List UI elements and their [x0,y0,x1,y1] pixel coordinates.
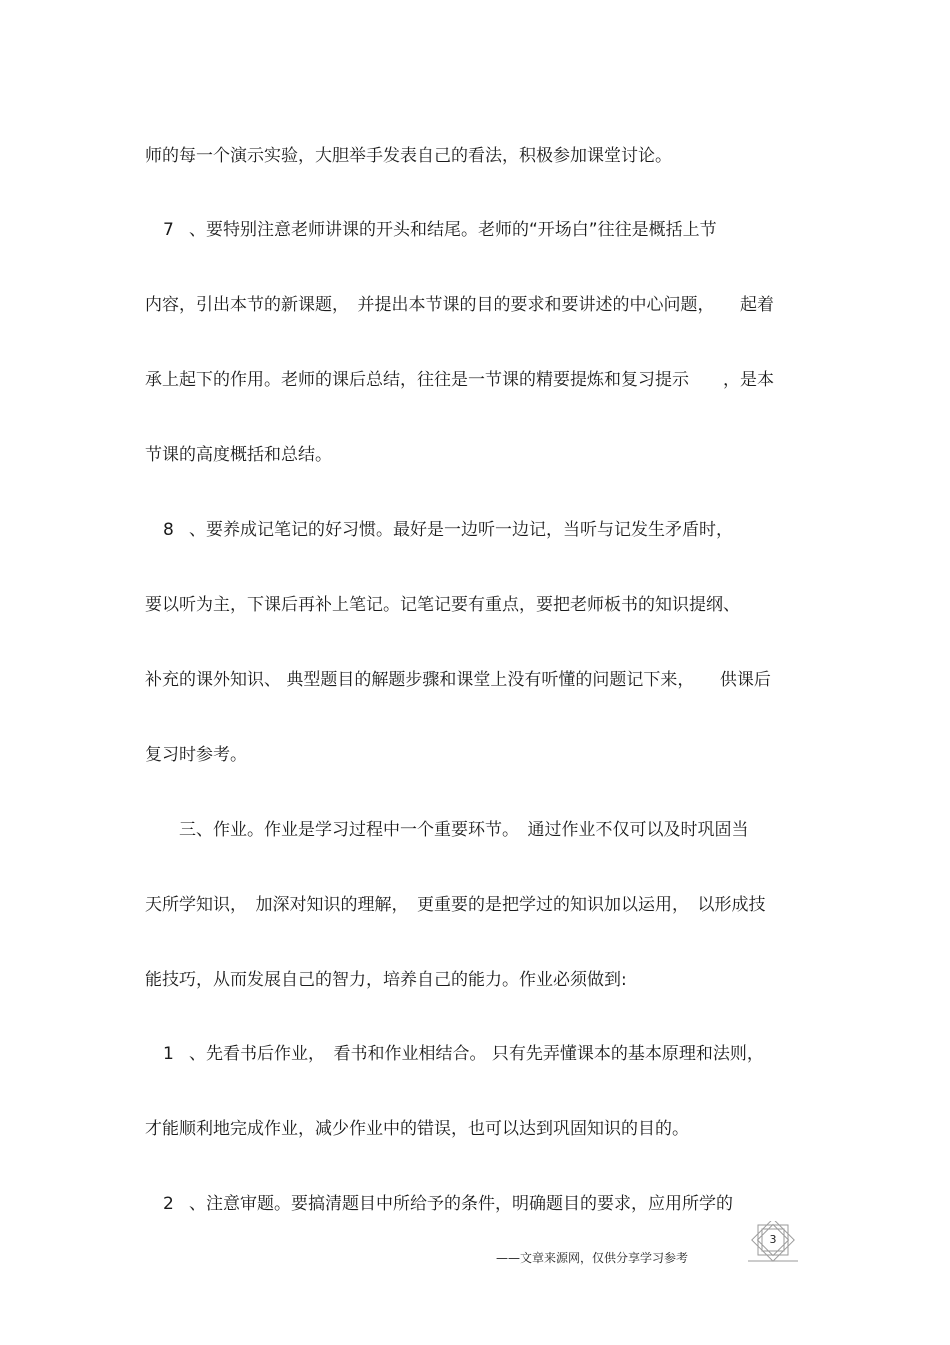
text-line: 能技巧，从而发展自己的智力，培养自己的能力。作业必须做到: [145,970,627,990]
list-number: 2 [163,1194,174,1214]
text-line: 师的每一个演示实验，大胆举手发表自己的看法，积极参加课堂讨论。 [145,146,672,166]
text-line: 要以听为主，下课后再补上笔记。记笔记要有重点，要把老师板书的知识提纲、 [145,595,740,615]
list-item-2: 2 、注意审题。要搞清题目中所给予的条件，明确题目的要求，应用所学的 [145,1193,807,1215]
section-heading-line: 三、作业。作业是学习过程中一个重要环节。 通过作业不仅可以及时巩固当 [145,820,749,840]
text-line: 承上起下的作用。老师的课后总结，往往是一节课的精要提炼和复习提示 ，是本 [145,370,774,390]
list-number: 1 [163,1044,174,1064]
page-number-badge [748,1221,798,1265]
text-line: 天所学知识， 加深对知识的理解， 更重要的是把学过的知识加以运用， 以形成技 [145,895,766,915]
text-line: 补充的课外知识、 典型题目的解题步骤和课堂上没有听懂的问题记下来， 供课后 [145,670,771,690]
list-number: 7 [163,220,174,240]
text-line: 才能顺利地完成作业，减少作业中的错误，也可以达到巩固知识的目的。 [145,1119,689,1139]
list-item-7: 7 、要特别注意老师讲课的开头和结尾。老师的“开场白”往往是概括上节 [145,219,807,241]
text-line: 节课的高度概括和总结。 [145,445,332,465]
page-number: 3 [769,1233,777,1246]
text-line: 复习时参考。 [145,745,247,765]
list-number: 8 [163,520,174,540]
footer-source-note: ——文章来源网，仅供分享学习参考 [496,1251,689,1265]
text-line: 内容，引出本节的新课题， 并提出本节课的目的要求和要讲述的中心问题， 起着 [145,295,774,315]
list-item-1: 1 、先看书后作业， 看书和作业相结合。 只有先弄懂课本的基本原理和法则， [145,1043,807,1065]
list-item-8: 8 、要养成记笔记的好习惯。最好是一边听一边记，当听与记发生矛盾时， [145,519,807,541]
